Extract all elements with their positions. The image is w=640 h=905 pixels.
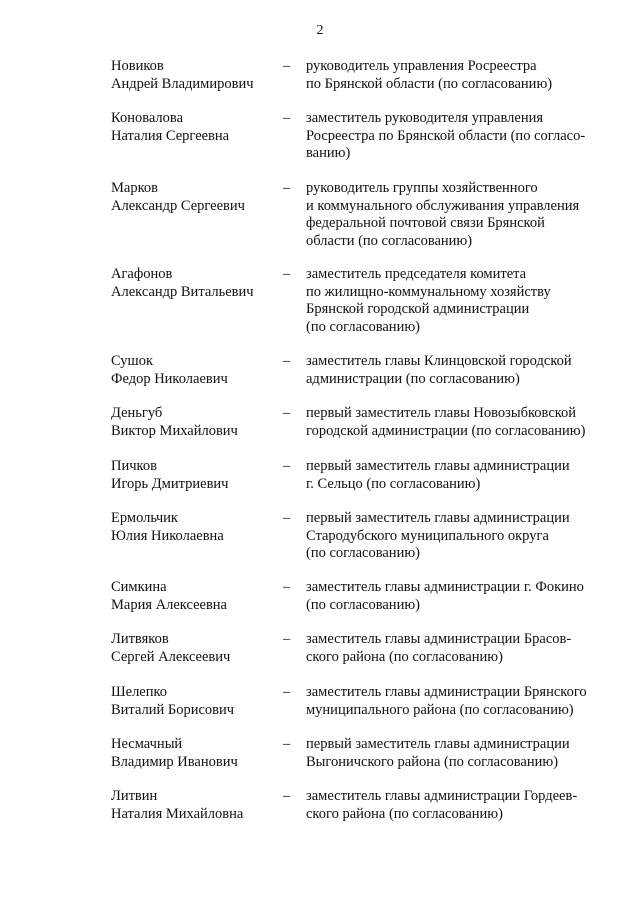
dash-separator: – (283, 631, 291, 647)
person-name (111, 736, 276, 771)
role-line: Выгоничского района (по согласованию) (306, 753, 559, 770)
position-description (306, 631, 606, 666)
given-names: Наталия Сергеевна (111, 127, 230, 144)
given-names: Виктор Михайлович (111, 422, 238, 439)
role-line: Росреестра по Брянской области (по согласо- (306, 127, 586, 144)
given-names: Наталия Михайловна (111, 805, 244, 822)
dash-separator: – (283, 405, 291, 421)
role-line: заместитель главы Клинцовской городской (306, 353, 572, 369)
surname: Марков (111, 180, 158, 196)
dash-separator: – (283, 579, 291, 595)
role-line: первый заместитель главы администрации (306, 458, 570, 474)
surname: Деньгуб (111, 405, 163, 421)
dash-separator: – (283, 510, 291, 526)
role-line: администрации (по согласованию) (306, 370, 520, 387)
position-description (306, 405, 606, 440)
person-name (111, 110, 276, 145)
role-line: руководитель группы хозяйственного (306, 180, 538, 196)
surname: Агафонов (111, 266, 173, 282)
surname: Литвин (111, 788, 158, 804)
person-name (111, 788, 276, 823)
role-line: г. Сельцо (по согласованию) (306, 475, 481, 492)
role-line: первый заместитель главы администрации (306, 736, 570, 752)
dash-separator: – (283, 58, 291, 74)
role-line: Стародубского муниципального округа (306, 527, 549, 544)
person-name (111, 631, 276, 666)
person-name (111, 405, 276, 440)
role-line: (по согласованию) (306, 596, 420, 613)
role-line: ского района (по согласованию) (306, 648, 503, 665)
position-description (306, 110, 606, 163)
surname: Новиков (111, 58, 164, 74)
given-names: Мария Алексеевна (111, 596, 227, 613)
role-line: по Брянской области (по согласованию) (306, 75, 553, 92)
role-line: заместитель главы администрации Гордеев- (306, 788, 578, 804)
role-line: заместитель главы администрации Брянского (306, 684, 587, 700)
position-description (306, 180, 606, 250)
surname: Шелепко (111, 684, 168, 700)
role-line: заместитель главы администрации Брасов- (306, 631, 572, 647)
position-description (306, 266, 606, 336)
surname: Пичков (111, 458, 157, 474)
role-line: городской администрации (по согласованию) (306, 422, 586, 439)
dash-separator: – (283, 353, 291, 369)
position-description (306, 353, 606, 388)
given-names: Александр Витальевич (111, 283, 254, 300)
role-line: первый заместитель главы Новозыбковской (306, 405, 577, 421)
position-description (306, 579, 606, 614)
given-names: Юлия Николаевна (111, 527, 224, 544)
given-names: Андрей Владимирович (111, 75, 254, 92)
person-name (111, 353, 276, 388)
person-name (111, 266, 276, 301)
page-number: 2 (316, 23, 324, 38)
role-line: (по согласованию) (306, 545, 420, 561)
surname: Симкина (111, 579, 167, 595)
position-description (306, 736, 606, 771)
given-names: Виталий Борисович (111, 701, 235, 718)
role-line: заместитель руководителя управления (306, 110, 544, 126)
role-line: по жилищно-коммунальному хозяйству (306, 283, 551, 300)
dash-separator: – (283, 736, 291, 752)
given-names: Владимир Иванович (111, 753, 238, 770)
person-name (111, 180, 276, 215)
role-line: муниципального района (по согласованию) (306, 701, 574, 718)
person-name (111, 458, 276, 493)
position-description (306, 458, 606, 493)
role-line: первый заместитель главы администрации (306, 510, 570, 526)
dash-separator: – (283, 788, 291, 804)
role-line: заместитель председателя комитета (306, 266, 527, 282)
position-description (306, 58, 606, 93)
role-line: заместитель главы администрации г. Фокино (306, 579, 584, 595)
position-description (306, 510, 606, 563)
dash-separator: – (283, 110, 291, 126)
role-line: руководитель управления Росреестра (306, 58, 537, 74)
dash-separator: – (283, 684, 291, 700)
person-name (111, 510, 276, 545)
person-name (111, 579, 276, 614)
position-description (306, 788, 606, 823)
given-names: Александр Сергеевич (111, 197, 245, 214)
dash-separator: – (283, 180, 291, 196)
given-names: Федор Николаевич (111, 370, 228, 387)
surname: Коновалова (111, 110, 184, 126)
surname: Литвяков (111, 631, 169, 647)
dash-separator: – (283, 458, 291, 474)
role-line: федеральной почтовой связи Брянской (306, 215, 545, 231)
surname: Ермольчик (111, 510, 178, 526)
role-line: и коммунального обслуживания управления (306, 197, 580, 214)
given-names: Игорь Дмитриевич (111, 475, 229, 492)
surname: Сушок (111, 353, 154, 369)
role-line: (по согласованию) (306, 318, 420, 335)
person-name (111, 684, 276, 719)
role-line: Брянской городской администрации (306, 301, 530, 317)
given-names: Сергей Алексеевич (111, 648, 231, 665)
role-line: ского района (по согласованию) (306, 805, 503, 822)
surname: Несмачный (111, 736, 183, 752)
person-name (111, 58, 276, 93)
role-line: области (по согласованию) (306, 232, 473, 249)
role-line: ванию) (306, 145, 351, 161)
position-description (306, 684, 606, 719)
dash-separator: – (283, 266, 291, 282)
